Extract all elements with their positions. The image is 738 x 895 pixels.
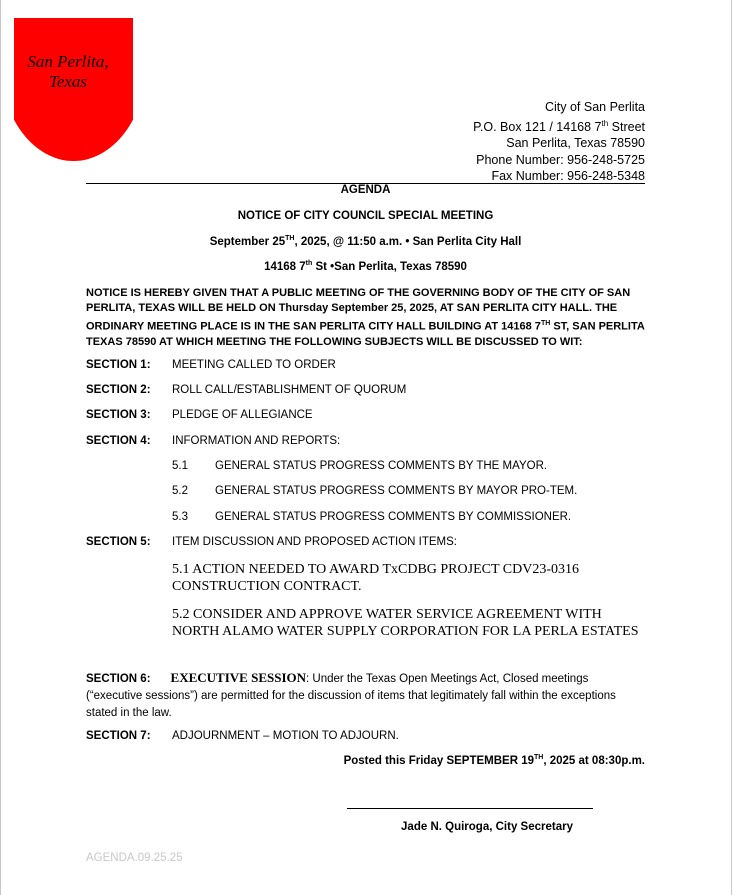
page-edge-left xyxy=(0,0,1,895)
section-3-text: PLEDGE OF ALLEGIANCE xyxy=(172,409,313,421)
signatory-name: Jade N. Quiroga, City Secretary xyxy=(401,821,573,833)
section-4-text: INFORMATION AND REPORTS: xyxy=(172,435,341,447)
section-5-text: ITEM DISCUSSION AND PROPOSED ACTION ITEMS: xyxy=(172,536,457,548)
section-4-item-text: GENERAL STATUS PROGRESS COMMENTS BY THE MAYOR. xyxy=(215,460,548,472)
footer-code: AGENDA.09.25.25 xyxy=(86,852,183,864)
city-address xyxy=(473,99,645,185)
agenda-heading: AGENDA xyxy=(340,184,391,196)
section-1-label: SECTION 1: xyxy=(86,359,151,371)
section-5-label: SECTION 5: xyxy=(86,536,151,548)
seal-line-2: Texas xyxy=(48,72,88,92)
city-seal xyxy=(14,18,133,161)
section-6-label: SECTION 6: xyxy=(86,673,151,685)
section-7-text: ADJOURNMENT – MOTION TO ADJOURN. xyxy=(172,730,399,742)
section-6-text: : Under the Texas Open Meetings Act, Closed meetings (“executive sessions”) are permitted for the discussion of items that legitimately fall within the exceptions stated in the law. xyxy=(86,673,616,719)
section-2-label: SECTION 2: xyxy=(86,384,151,396)
section-2-text: ROLL CALL/ESTABLISHMENT OF QUORUM xyxy=(172,384,407,396)
address-line-1: City of San Perlita xyxy=(544,100,645,114)
section-7-label: SECTION 7: xyxy=(86,730,151,742)
section-1-text: MEETING CALLED TO ORDER xyxy=(172,359,336,371)
section-4-item-number: 5.2 xyxy=(172,485,188,497)
page-edge-right xyxy=(731,0,732,895)
posted-date: Posted this Friday SEPTEMBER 19TH, 2025 at 08:30p.m. xyxy=(343,754,645,767)
address-line-3: San Perlita, Texas 78590 xyxy=(506,136,645,151)
section-4-item-text: GENERAL STATUS PROGRESS COMMENTS BY COMMISSIONER. xyxy=(215,511,572,523)
address-line-2: P.O. Box 121 / 14168 7th Street xyxy=(473,118,645,134)
seal-text xyxy=(14,52,122,93)
meeting-type-heading: NOTICE OF CITY COUNCIL SPECIAL MEETING xyxy=(237,210,494,222)
address-fax: Fax Number: 956-248-5348 xyxy=(491,169,645,184)
meeting-date-line: September 25TH, 2025, @ 11:50 a.m. • San Perlita City Hall xyxy=(209,235,522,248)
section-5-item: 5.2 CONSIDER AND APPROVE WATER SERVICE AGREEMENT WITH NORTH ALAMO WATER SUPPLY CORPORATION FOR LA PERLA ESTATES xyxy=(172,607,639,639)
meeting-location-line: 14168 7th St •San Perlita, Texas 78590 xyxy=(264,260,467,273)
section-6-block xyxy=(86,669,646,722)
section-4-item-text: GENERAL STATUS PROGRESS COMMENTS BY MAYOR PRO-TEM. xyxy=(215,485,578,497)
section-4-item-number: 5.3 xyxy=(172,511,188,523)
section-4-label: SECTION 4: xyxy=(86,435,151,447)
section-3-label: SECTION 3: xyxy=(86,409,151,421)
address-phone: Phone Number: 956-248-5725 xyxy=(476,152,645,167)
section-6-title: EXECUTIVE SESSION xyxy=(170,670,307,685)
signature-line xyxy=(347,808,593,809)
section-5-item: 5.1 ACTION NEEDED TO AWARD TxCDBG PROJECT CDV23-0316 CONSTRUCTION CONTRACT. xyxy=(172,562,579,594)
seal-line-1: San Perlita, xyxy=(27,52,109,71)
public-notice: NOTICE IS HEREBY GIVEN THAT A PUBLIC MEETING OF THE GOVERNING BODY OF THE CITY OF SAN PERLITA, TEXAS WILL BE HELD ON Thursday September 25, 2025, AT SAN PERLITA CITY HALL. THE ORDINARY MEETING PLACE IS IN THE SAN PERLITA CITY HALL BUILDING AT 14168 7TH ST, SAN PERLITA TEXAS 78590 AT WHICH MEETING THE FOLLOWING SUBJECTS WILL BE DISCUSSED TO WIT: xyxy=(86,287,645,348)
section-4-item-number: 5.1 xyxy=(172,460,188,472)
